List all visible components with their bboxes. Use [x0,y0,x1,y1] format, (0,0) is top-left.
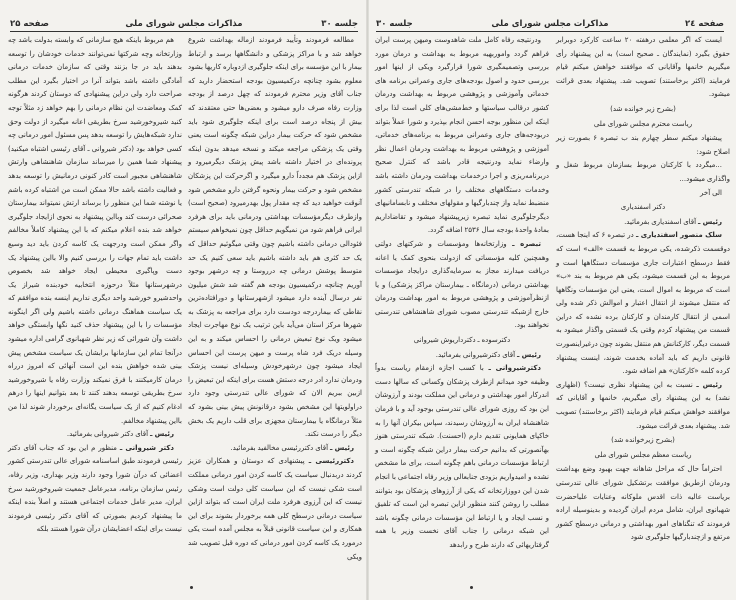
body-paragraph: احتراماً حال که مراحل شاهانه جهت بهبود وضع بهداشت ودرمان ازطریق موافقت برتشکیل شورای عالی تندرستی بریاست عالیه ذات اقدس ملوکانه وعنایات علیاحضرت شهبانوی ایران، شامل مردم ایران گردیده و بدینوسیله اراده فرمودند که تنگناهای امور بهداشتی و درمانی درسطح کشور مرتفع و ازچندبارگیها جلوگیری شود [556,465,730,542]
speaker-name: تبصره ـ [512,239,541,248]
page-number: صفحه ۲٤ [685,19,724,29]
speaker-name: دکتر شیروانی ـ [119,443,174,452]
body-paragraph: ایست که اگر معلمی درهفته ۲۰ ساعت کارکرد دوبرابر حقوق بگیرد (نمایندگان ـ صحیح است) به این پیشنهاد رأی میگیریم خانمها وآقایانی که موافقند خواهش میکنم قیام فرمایند (اکثر برخاستند) تصویب شد. پیشنهاد بعدی قرائت میشود. [556,36,730,99]
session-number: جلسه ۳۰ [376,19,413,29]
body-paragraph: ...میگردد با کارکنان مربوط بسازمان مربوط شغل و واگذاری میشود... [556,161,730,183]
session-number: جلسه ۳۰ [321,19,358,29]
publication-title: مذاکرات مجلس شورای ملی [125,19,243,29]
speaker-paragraph [8,428,182,442]
centered-heading: دکتر اسفندیاری [620,203,666,212]
page-mark [190,586,193,589]
page-header [376,16,724,32]
speaker-paragraph [375,362,549,552]
text-column-1 [556,34,730,545]
speaker-paragraph [188,442,362,456]
speaker-name: رئیس ـ [150,430,174,439]
centered-heading: (بشرح زیرخوانده شد) [611,436,675,445]
speaker-name: رئیس ـ [330,443,354,452]
text-column-2 [8,34,182,537]
speaker-paragraph [556,379,730,433]
centered-heading: ریاست معظم مجلس شورای ملی [594,450,692,459]
body-paragraph: هم مربوط باینکه هیچ سازمانی که وابسته بدولت باشد چه وزارتخانه وچه شرکتها نمی‌توانند خدمات خودشان را توسعه بدهند باید در جا بزنند وقتی که سازمان خدمات درمانی آمادگی داشته باشد بتواند آنرا در اختیار بگیرد این مطلب صراحت دارد ولی دراین پیشنهادی که دوستان کردند هرگونه کمک ومعاضدت این نظام درمانی را بهم خواهد زد مثلاً توجه کنید شیروخورشید سرخ بطریقی اعانه میگیرد از دولت وحق ندارد شبکه‌هایش را توسعه بدهد پس مسئول امور درمانی چه کسی خواهد بود (دکتر شیروانی ـ آقای رئیسی اشتباه میکنید) پیشنهاد شما همین را میرساند سازمان شاهنشاهی وارتش شاهنشاهی مجبور است کادر کنونی درمانیش را توسعه بدهد و فعالیت داشته باشد حالا ممکن است من اشتباه کرده باشم یا نوشته شما این منظور را برساند ارتش نمیتواند بیمارستان صحرائی درست کند وبااین پیشنهاد به نحوی ازایجاد جلوگیری خواهد شد بنده اعلام میکنم که با این پیشنهاد کاملاً مخالفم واگر ممکن است ودرجهت یک کاسه کردن باید دید وسیع داشت باید تمام جهات را بررسی کنیم والا بااین پیشنهاد یک دست وپاگیری محیطی ایجاد خواهد شد بخصوص درشهرستانها مثلاً درحوزه انتخابیه خودبنده شیراز یک واحدشیرو خورشید واحد دیگری نداریم اینسه بنده موافقم که یک سیاست هماهنگ درمانی داشته باشیم ولی اگر اینگونه مؤسسات را با این پیشنهاد حذف کنید نگها وابستگی خواهد داشت وآن شورائی که زیر نظر شهبانوی گرامی اداره میشود درآنجا تمام این سازمانها برابشان یک سیاست مشخص پیش بینی شده خواهش بنده این است آنهائی که امروز درراه درمان کارمیکنند با فرق نمیکند وزارت رفاه یا شیروخورشید سرخ بطریقی توسعه بدهند کنند تا بعد بتوانیم اینها را درهم ادغام کنیم که از یک سیاست یگانه‌ای برخوردار شوند لذا من بااین پیشنهاد مخالفم. [8,36,182,425]
page-24 [368,0,736,600]
body-paragraph: مطالعه فرمودند وتأیید فرمودند ازماله بهداشت شروع خواهد شد و با مراکز پزشکی و دانشگاهها برسد و ارتباط بیمار با این مؤسسه برای اینکه جلوگیری ازدوباره کاریها بشود معلوم بشود چنانچه درکمیسیون بودجه استحضار دارید که جناب آقای وزیر محترم فرمودند که چهل درصد از بودجه وزارت رفاه صرف دارو میشود و بعضی‌ها حتی معتقدند که بیش از پنجاه درصد است برای اینکه جلوگیری شود باید مشخص شود که حرکت بیمار دراین شبکه چگونه است یعنی وقتی یک پزشکی مراجعه میکند و نسخه میدهد بدون اینکه پرونده‌ای در اختیار داشته باشد پیش پزشک دیگرمیرود و ازاین پزشک هم مجدداً دارو میگیرد و اگرحرکت این پزشکان مشخص شود و حرکت بیمار ونحوه گرفتن دارو مشخص شود آنوقت خواهید دید که چه مقدار پول بهدرمیرود (صحیح است) وازطرف دیگرمؤسسات بهداشتی ودرمانی باید برای هرفرد ایرانی فراهم شود من نمیگویم حداقل چون نمیخواهم سیستم فئودالی درمانی داشته باشیم چون وقتی میگوئیم حداقل که یک حد کثری هم باید داشته باشیم باید سعی کنیم یک حد متوسط پوشش درمانی چه درروستا و چه درشهر بوجود آوریم چنانچه درکمیسیون بودجه هم گفته شد شش میلیون نفر درسال آینده دارد میشود ازشهرستانها و دورافتاده‌ترین نقاطی که بیماردرجه دودست دارد برای مراجعه به پزشک به شهرها مرکز استان می‌آید باین ترتیب یک نوع مهاجرت ایجاد میشود ویک نوع تبعیض درمانی را احساس میکند و به این وسیله دریک فرد شاه پرست و میهن پرست این احساس ایجاد میشود چون درشهرخودش وسیله‌ای نیست پزشک ودرمان ندارد ادر درجه دستش هست برای اینکه این تبعیض را ازبین ببریم الان که شورای عالی تندرستی وجود دارد دراولویتها این مشخص بشود درقانونش پیش بینی بشود که مثلاً درمانگاه یا بیمارستان مجهزی برای قلب داریم یک بخش دیگر را درست نکند. [188,36,362,439]
speech-text: نسبت به این پیشنهاد نظری نیست؟ (اظهاری نشد) به این پیشنهاد رأی میگیریم، خانمها و آقایانی که موافقند خواهش میکنم قیام فرمایند (اکثر برخاستند) تصویب شد. پیشنهاد بعدی قرائت میشود. [556,380,730,430]
body-paragraph: پیشنهاد میکنم سطر چهارم بند ب تبصره ۶ بصورت زیر اصلاح شود: [556,134,730,156]
speaker-name: دکتررئیسی ـ [308,457,354,466]
speaker-paragraph [556,229,730,379]
speech-text: منظور م این بود که جناب آقای دکتر رئیسی فرمودند طبق اساسنامه شورای عالی تندرستی کشور اعضائی که درآن شورا وجود دارند وزیر بهداری، وزیر رفاه، رئیس سازمان برنامه، مدیرعامل جمعیت شیروخورشید سرخ ایران، مدیر عامل خدمات اجتماعی هستند و اصلاً بنده اینکه ما پیشنهاد کردیم بصورتی که آقای دکتر رئیسی فرمودند نیست برای اینکه اعضایشان درآن شورا هستند بلکه [8,443,182,534]
speaker-name: دکترشیروانی ـ [488,364,542,373]
speech-text: آقای اسفندیاری بفرمائید. [624,217,697,226]
speaker-name: سلک منصور اسفندیاری ـ [636,231,722,240]
speaker-paragraph [188,455,362,564]
centered-heading: (بشرح زیر خوانده شد) [610,104,676,113]
speech-text: آقای دکترشیروانی بفرمائید. [435,350,516,359]
page-header [10,16,358,32]
publication-title: مذاکرات مجلس شورای ملی [491,19,609,29]
page-number: صفحه ۲۵ [10,19,49,29]
body-paragraph: ودرنتیجه رفاه کامل ملت شاهدوست ومیهن پرست ایران فراهم گردد واموربهیه مربوط به بهداشت و درمان مورد بررسی وتصمیمگیری شورا قرارگیرد ویکی از اینها امور بررسی حدود و اصول بودجه‌های جاری وعمرانی برنامه های خدماتی وآموزشی و پژوهشی مربوط به بهداشت ودرمان کشور درقالب سیاستها و خط‌مشی‌های کلی است لذا برای اینکه این منظور بوجه احسن انجام بپذیرد و شورا عملاً بتواند دربودجه‌های جاری وعمرانی مربوط به برنامه‌های خدماتی، آموزشی و پژوهشی مربوط به بهداشت ودرمان اعمال نظر وارضاء نماید ودرنتیجه قادر باشد که کنترل صحیح دربرنامه‌ریزی و اجرا درخدمات بهداشت ودرمان داشته باشد وخدمات دستگاههای مختلف را در شبکه تندرستی کشور منضبط نماید واز چندبارگیها و مقولهای مختلف و نابسامانیهای دیگرجلوگیری نماید تبصره زیرپیشنهاد میشود و تقاضاداریم بمادهٔ واحدهٔ بودجه سال ۲۵۳۶ اضافه گردد. [375,36,549,235]
speaker-paragraph [8,442,182,537]
speech-text: آقای دکتررئیسی مخالفید بفرمائید. [230,443,329,452]
speaker-name: رئیس ـ [696,380,722,389]
speaker-name: رئیس ـ [698,217,722,226]
text-column-1 [188,34,362,564]
speaker-name: رئیس ـ [517,350,541,359]
speech-text: وزارتخانه‌ها ومؤسسات و شرکتهای دولتی وهمچنین کلیه مؤسساتی که ازدولت بنحوی کمک یا اعانه دریافت میدارند مجاز به سرمایه‌گذاری درایجاد مؤسسات بهداشتی درمانی (درمانگاه ـ بیمارستان مراکز پزشکی) و یا ازنظرآموزشی و پژوهشی مربوط به امور بهداشت ودرمان خارج ازشبکه تندرستی مصوب شورای شاهنشاهی تندرستی نخواهند بود. [375,239,549,330]
speaker-paragraph [556,216,730,230]
centered-heading: ریاست محترم مجلس شورای ملی [593,119,693,128]
speech-text: در تبصره ۶ که اینجا هست، دوقسمت ذکرشده، یکی مربوط به قسمت «الف» است که فقط درسطح اعتبارات جاری مؤسسات دستگاهها است و مربوط به این قسمت میشود، یکی هم مربوط به بند «ب» است که مربوط به اموال است، یعنی این مؤسسات ونگاهها که منتقل میشوند از انتقال اعتبار و اموالش ذکر شده ولی اسمی از انتقال کارمندان و کارکنان برده نشده که دراین قسمت من پیشنهاد کردم وقتی یک قسمتی واگذار میشود به قسمت دیگر، کارکنانش هم منتقل بشوند چون درغیراینصورت قانونی داریم که باید آماده بخدمت شوند، اینست پیشنهاد کرده کلمه «کارکنان» هم اضافه شود. [556,231,730,376]
speech-text: آقای دکتر شیروانی بفرمائید. [66,430,149,439]
text-column-2 [375,34,549,553]
speech-text: پیشنهادی که دوستان و همکاران عزیز کردند دربدنبال سیاست یک کاسه کردن امور درمانی مملکت است شکی نیست که این سیاست کلی دولت است وشکی نیست که این آرزوی هرفرد ملت ایران است که بتواند ازاین سیاست درمانی درسطح کلی همه برخوردار بشوند برای این همکاری و این سیاست قانونی قبلاً به مجلس آمده است یکی درمورد یک کاسه کردن امور درمانی که دوره قبل تصویب شد ویکی [188,457,362,561]
speaker-paragraph [375,349,549,363]
speech-text: با کسب اجازه ازمقام ریاست بدواً وظیفه خود میدانم ازطرف پزشکان وکسانی که سالها دست اندرکار امور بهداشتی و درمانی این مملکت بودند و آرزوشان این بود که روزی شورای عالی تندرستی بوجود آید و با فرمان شاهنشاه ایران به آرزوشان رسیدند، سپاس بیکران آنها را به خاکپای همایونی تقدیم دارم (احسنت). شبکه تندرستی هنوز بهآنصورتی که بدانیم حرکت بیمار دراین شبکه چگونه است و ارتباط مؤسسات درمانی باهم چگونه است، برای ما مشخص نشده و امیدواریم بزودی جنابعالی وزیر رفاه اجتماعی با انجام شدن این دووزارتخانه که یکی از آرزوهای پزشکان بود بتوانند مطلب را روشن کنند منظور ازاین تبصره این است که تلفیق و نسب ایجاد و یا ارتباط این مؤسسات درمانی چگونه باشد این شبکه درمانی را جناب آقای نخست وزیر با همه گرفتاریهائی که دارند طرح و رابدهد [375,364,549,549]
page-mark [470,586,473,589]
centered-heading: دکترسوده ـ دکترداریوش شیروانی [413,336,511,345]
body-paragraph: الی آخر [700,188,722,197]
speaker-paragraph [375,238,549,333]
